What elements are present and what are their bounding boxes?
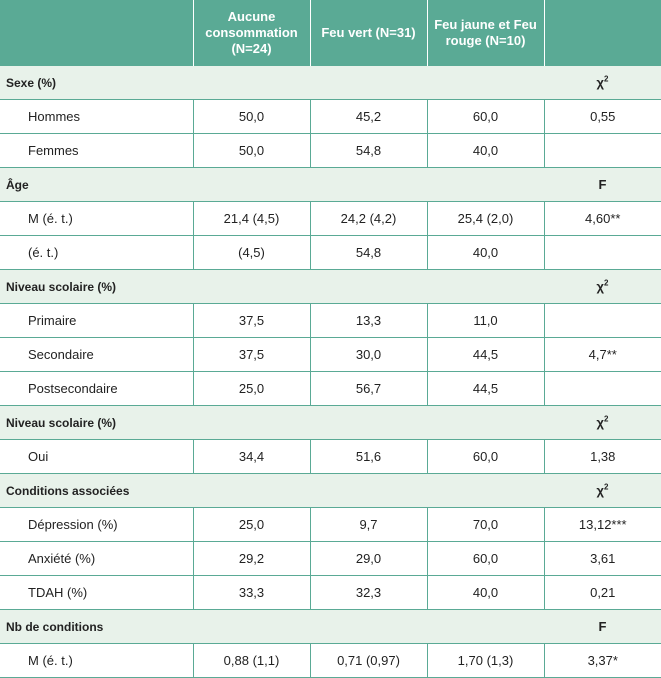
cell-no-consumption: 37,5 (193, 338, 310, 372)
header-no-consumption: Aucune consommation (N=24) (193, 0, 310, 66)
table-row (0, 304, 661, 338)
section-label: Âge (0, 168, 544, 202)
row-label: TDAH (%) (0, 576, 193, 610)
header-row (0, 0, 661, 66)
row-label: Femmes (0, 134, 193, 168)
cell-yellow-red-light: 40,0 (427, 236, 544, 270)
cell-statistic: 4,7** (544, 338, 661, 372)
cell-statistic: 3,37* (544, 644, 661, 678)
row-label: Primaire (0, 304, 193, 338)
row-label: M (é. t.) (0, 644, 193, 678)
table-row (0, 338, 661, 372)
header-variable (0, 0, 193, 66)
section-stat: $\chi^2$ (544, 66, 661, 100)
cell-statistic: 13,12*** (544, 508, 661, 542)
cell-no-consumption: 29,2 (193, 542, 310, 576)
cell-yellow-red-light: 44,5 (427, 372, 544, 406)
row-label: (é. t.) (0, 236, 193, 270)
cell-statistic: 0,55 (544, 100, 661, 134)
row-label: Postsecondaire (0, 372, 193, 406)
section-label: Nb de conditions (0, 610, 544, 644)
table-row (0, 372, 661, 406)
header-green-light: Feu vert (N=31) (310, 0, 427, 66)
row-label: Oui (0, 440, 193, 474)
cell-no-consumption: 50,0 (193, 100, 310, 134)
cell-statistic: 1,38 (544, 440, 661, 474)
cell-no-consumption: 33,3 (193, 576, 310, 610)
cell-green-light: 32,3 (310, 576, 427, 610)
cell-statistic (544, 236, 661, 270)
cell-no-consumption: 37,5 (193, 304, 310, 338)
row-label: Secondaire (0, 338, 193, 372)
cell-green-light: 56,7 (310, 372, 427, 406)
section-stat: $\chi^2$ (544, 406, 661, 440)
cell-yellow-red-light: 11,0 (427, 304, 544, 338)
cell-green-light: 45,2 (310, 100, 427, 134)
section-row (0, 168, 661, 202)
row-label: Dépression (%) (0, 508, 193, 542)
section-row (0, 66, 661, 100)
section-label: Sexe (%) (0, 66, 544, 100)
cell-green-light: 54,8 (310, 134, 427, 168)
table-row (0, 100, 661, 134)
cell-statistic: 3,61 (544, 542, 661, 576)
cell-green-light: 30,0 (310, 338, 427, 372)
cell-yellow-red-light: 40,0 (427, 134, 544, 168)
cell-green-light: 54,8 (310, 236, 427, 270)
cell-green-light: 24,2 (4,2) (310, 202, 427, 236)
cell-yellow-red-light: 60,0 (427, 440, 544, 474)
table-row (0, 508, 661, 542)
table-row (0, 644, 661, 678)
table-row (0, 134, 661, 168)
section-row (0, 610, 661, 644)
cell-yellow-red-light: 25,4 (2,0) (427, 202, 544, 236)
section-stat: $\chi^2$ (544, 270, 661, 304)
cell-statistic (544, 304, 661, 338)
cell-green-light: 0,71 (0,97) (310, 644, 427, 678)
cell-yellow-red-light: 60,0 (427, 100, 544, 134)
cell-green-light: 13,3 (310, 304, 427, 338)
cell-yellow-red-light: 40,0 (427, 576, 544, 610)
cell-no-consumption: 34,4 (193, 440, 310, 474)
row-label: Hommes (0, 100, 193, 134)
section-row (0, 406, 661, 440)
table-row (0, 202, 661, 236)
cell-no-consumption: (4,5) (193, 236, 310, 270)
section-row (0, 474, 661, 508)
section-label: Niveau scolaire (%) (0, 270, 544, 304)
cell-green-light: 51,6 (310, 440, 427, 474)
cell-yellow-red-light: 1,70 (1,3) (427, 644, 544, 678)
row-label: Anxiété (%) (0, 542, 193, 576)
section-row (0, 270, 661, 304)
cell-no-consumption: 0,88 (1,1) (193, 644, 310, 678)
table-row (0, 542, 661, 576)
section-label: Conditions associées (0, 474, 544, 508)
table-row (0, 236, 661, 270)
section-stat: F (544, 610, 661, 644)
cell-no-consumption: 21,4 (4,5) (193, 202, 310, 236)
cell-statistic (544, 134, 661, 168)
cell-green-light: 9,7 (310, 508, 427, 542)
cell-green-light: 29,0 (310, 542, 427, 576)
cell-statistic: 4,60** (544, 202, 661, 236)
section-stat: $\chi^2$ (544, 474, 661, 508)
header-statistic (544, 0, 661, 66)
section-label: Niveau scolaire (%) (0, 406, 544, 440)
cell-no-consumption: 25,0 (193, 508, 310, 542)
cell-yellow-red-light: 60,0 (427, 542, 544, 576)
row-label: M (é. t.) (0, 202, 193, 236)
table-row (0, 576, 661, 610)
cell-yellow-red-light: 70,0 (427, 508, 544, 542)
cell-no-consumption: 25,0 (193, 372, 310, 406)
cell-no-consumption: 50,0 (193, 134, 310, 168)
header-yellow-red-light: Feu jaune et Feu rouge (N=10) (427, 0, 544, 66)
cell-yellow-red-light: 44,5 (427, 338, 544, 372)
cell-statistic (544, 372, 661, 406)
cell-statistic: 0,21 (544, 576, 661, 610)
section-stat: F (544, 168, 661, 202)
table-row (0, 440, 661, 474)
